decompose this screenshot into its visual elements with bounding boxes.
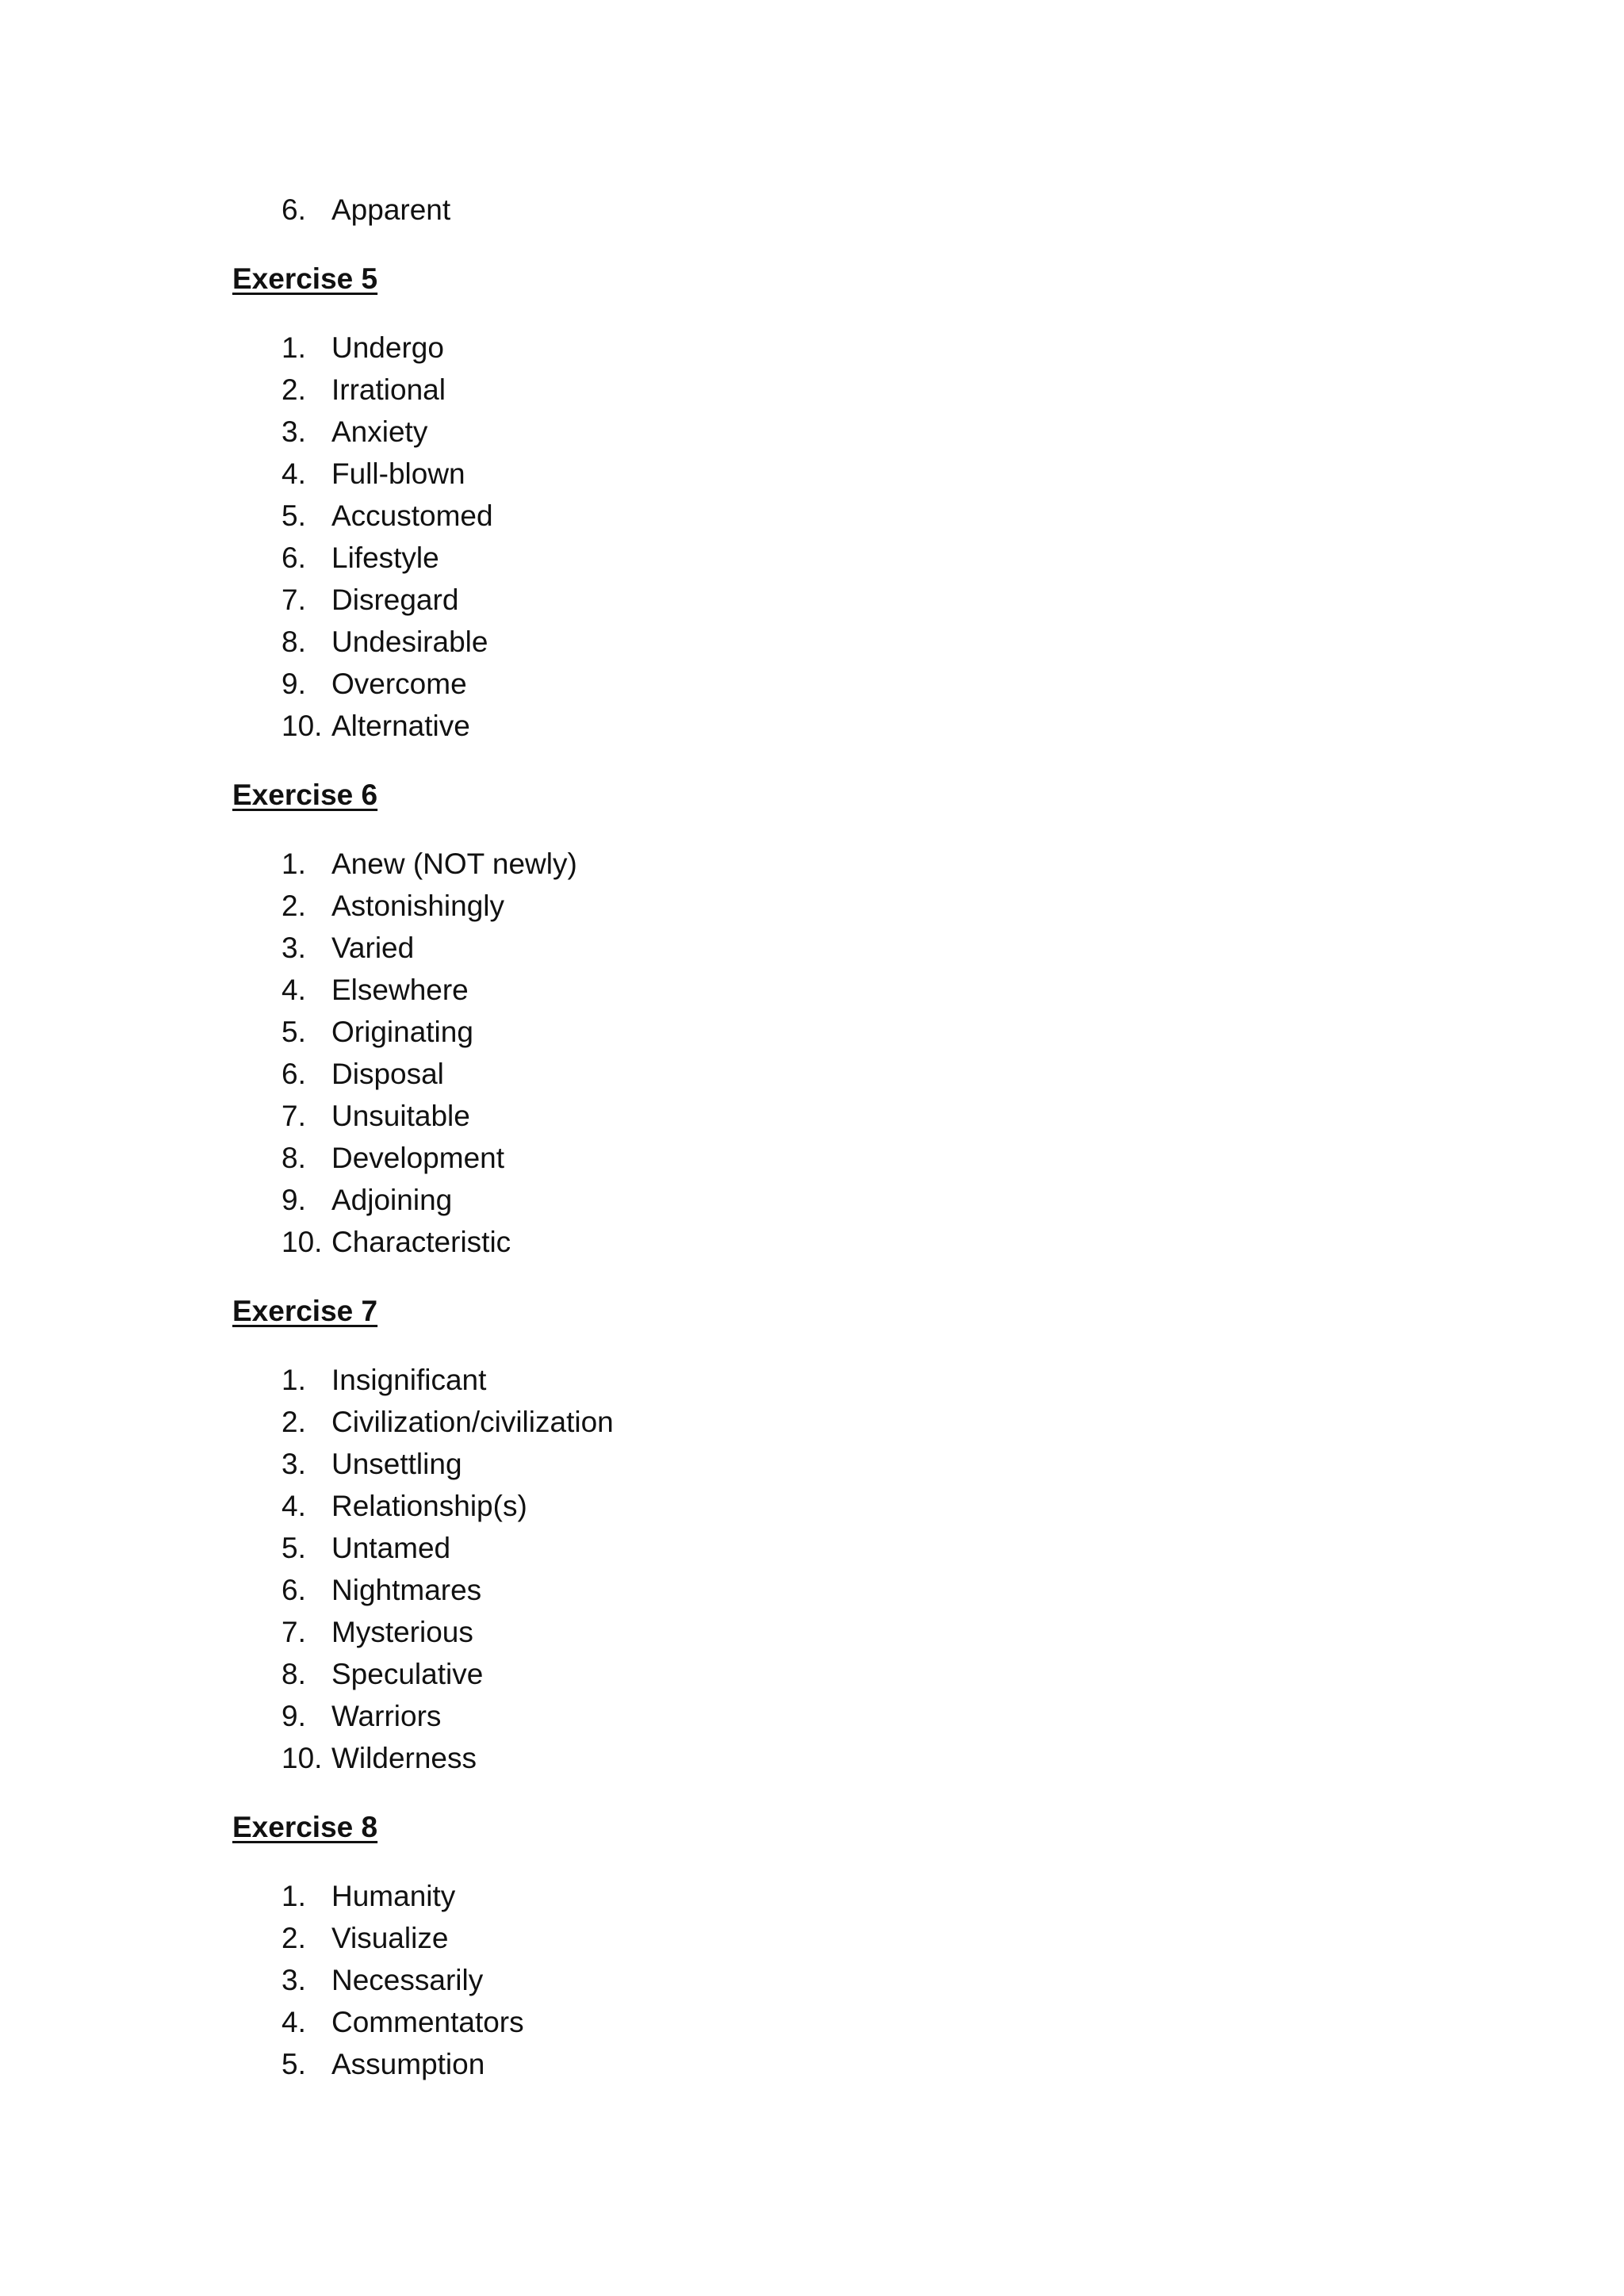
item-text: Irrational [331,373,446,406]
item-text: Overcome [331,668,467,700]
item-number: 2. [282,373,306,406]
item-number: 9. [282,668,306,700]
list-item [232,969,614,1011]
list-item [232,1737,614,1779]
item-number: 4. [282,1490,306,1522]
list-item [232,843,614,885]
item-number: 9. [282,1700,306,1732]
item-number: 8. [282,626,306,658]
list-item [232,885,614,927]
list-item [232,189,614,231]
item-text: Undergo [331,331,444,364]
item-text: Lifestyle [331,541,439,574]
exercise-5-section [232,258,614,747]
item-number: 5. [282,2048,306,2080]
item-number: 3. [282,415,306,448]
item-number: 3. [282,932,306,964]
list-item [232,1179,614,1221]
list-item [232,537,614,579]
item-text: Undesirable [331,626,488,658]
item-number: 6. [282,1574,306,1606]
item-number: 1. [282,331,306,364]
item-text: Civilization/civilization [331,1406,614,1438]
item-text: Mysterious [331,1616,473,1648]
item-text: Speculative [331,1658,484,1690]
exercise-6-section [232,774,614,1263]
item-text: Adjoining [331,1184,453,1216]
list-item [232,1917,614,1959]
list-item [232,2043,614,2085]
list-item [232,327,614,369]
item-text: Visualize [331,1922,449,1954]
item-text: Anew (NOT newly) [331,848,577,880]
item-number: 10. [282,710,323,742]
item-text: Necessarily [331,1964,484,1996]
item-number: 3. [282,1964,306,1996]
list-item [232,1359,614,1401]
list-item [232,1527,614,1569]
item-number: 10. [282,1226,323,1258]
item-number: 6. [282,1058,306,1090]
item-number: 5. [282,1016,306,1048]
list-item [232,1695,614,1737]
list-item [232,1443,614,1485]
item-text: Accustomed [331,499,493,532]
item-text: Commentators [331,2006,524,2038]
item-text: Characteristic [331,1226,511,1258]
list-item [232,1401,614,1443]
item-text: Humanity [331,1880,456,1912]
item-number: 8. [282,1142,306,1174]
exercise-heading: Exercise 8 [232,1811,378,1843]
exercise-heading: Exercise 5 [232,262,378,295]
item-number: 8. [282,1658,306,1690]
item-number: 6. [282,541,306,574]
list-item [232,621,614,663]
list-item [232,1959,614,2001]
item-number: 4. [282,457,306,490]
list-item [232,1875,614,1917]
item-number: 4. [282,2006,306,2038]
list-item [232,663,614,705]
list-item [232,2001,614,2043]
exercise-8-section [232,1806,614,2085]
item-text: Varied [331,932,415,964]
item-number: 5. [282,499,306,532]
item-number: 3. [282,1448,306,1480]
item-text: Warriors [331,1700,442,1732]
list-item [232,705,614,747]
item-text: Untamed [331,1532,451,1564]
list-item [232,453,614,495]
item-text: Unsuitable [331,1100,470,1132]
continued-list [232,189,614,231]
list-item [232,1485,614,1527]
item-text: Apparent [331,193,451,226]
item-text: Relationship(s) [331,1490,527,1522]
item-text: Anxiety [331,415,428,448]
list-item [232,1011,614,1053]
exercise-heading: Exercise 7 [232,1295,378,1327]
list-item [232,1053,614,1095]
list-item [232,1137,614,1179]
item-text: Elsewhere [331,974,469,1006]
item-text: Originating [331,1016,473,1048]
list-item [232,495,614,537]
item-text: Development [331,1142,505,1174]
list-item [232,927,614,969]
item-text: Nightmares [331,1574,482,1606]
list-item [232,369,614,411]
item-number: 6. [282,193,306,226]
list-item [232,1569,614,1611]
item-number: 9. [282,1184,306,1216]
item-number: 2. [282,890,306,922]
item-text: Astonishingly [331,890,505,922]
answer-list [232,189,614,2085]
list-item [232,1095,614,1137]
item-text: Disposal [331,1058,444,1090]
list-item [232,1611,614,1653]
item-number: 10. [282,1742,323,1774]
list-item [232,411,614,453]
item-number: 5. [282,1532,306,1564]
item-number: 1. [282,1880,306,1912]
item-number: 2. [282,1922,306,1954]
item-text: Assumption [331,2048,485,2080]
item-text: Disregard [331,584,459,616]
item-text: Wilderness [331,1742,477,1774]
item-number: 7. [282,584,306,616]
item-text: Alternative [331,710,470,742]
item-number: 7. [282,1100,306,1132]
item-number: 7. [282,1616,306,1648]
item-number: 2. [282,1406,306,1438]
list-item [232,579,614,621]
exercise-heading: Exercise 6 [232,779,378,811]
item-text: Insignificant [331,1364,487,1396]
item-text: Unsettling [331,1448,462,1480]
exercise-7-section [232,1290,614,1779]
list-item [232,1653,614,1695]
item-number: 4. [282,974,306,1006]
item-number: 1. [282,848,306,880]
item-number: 1. [282,1364,306,1396]
list-item [232,1221,614,1263]
item-text: Full-blown [331,457,465,490]
